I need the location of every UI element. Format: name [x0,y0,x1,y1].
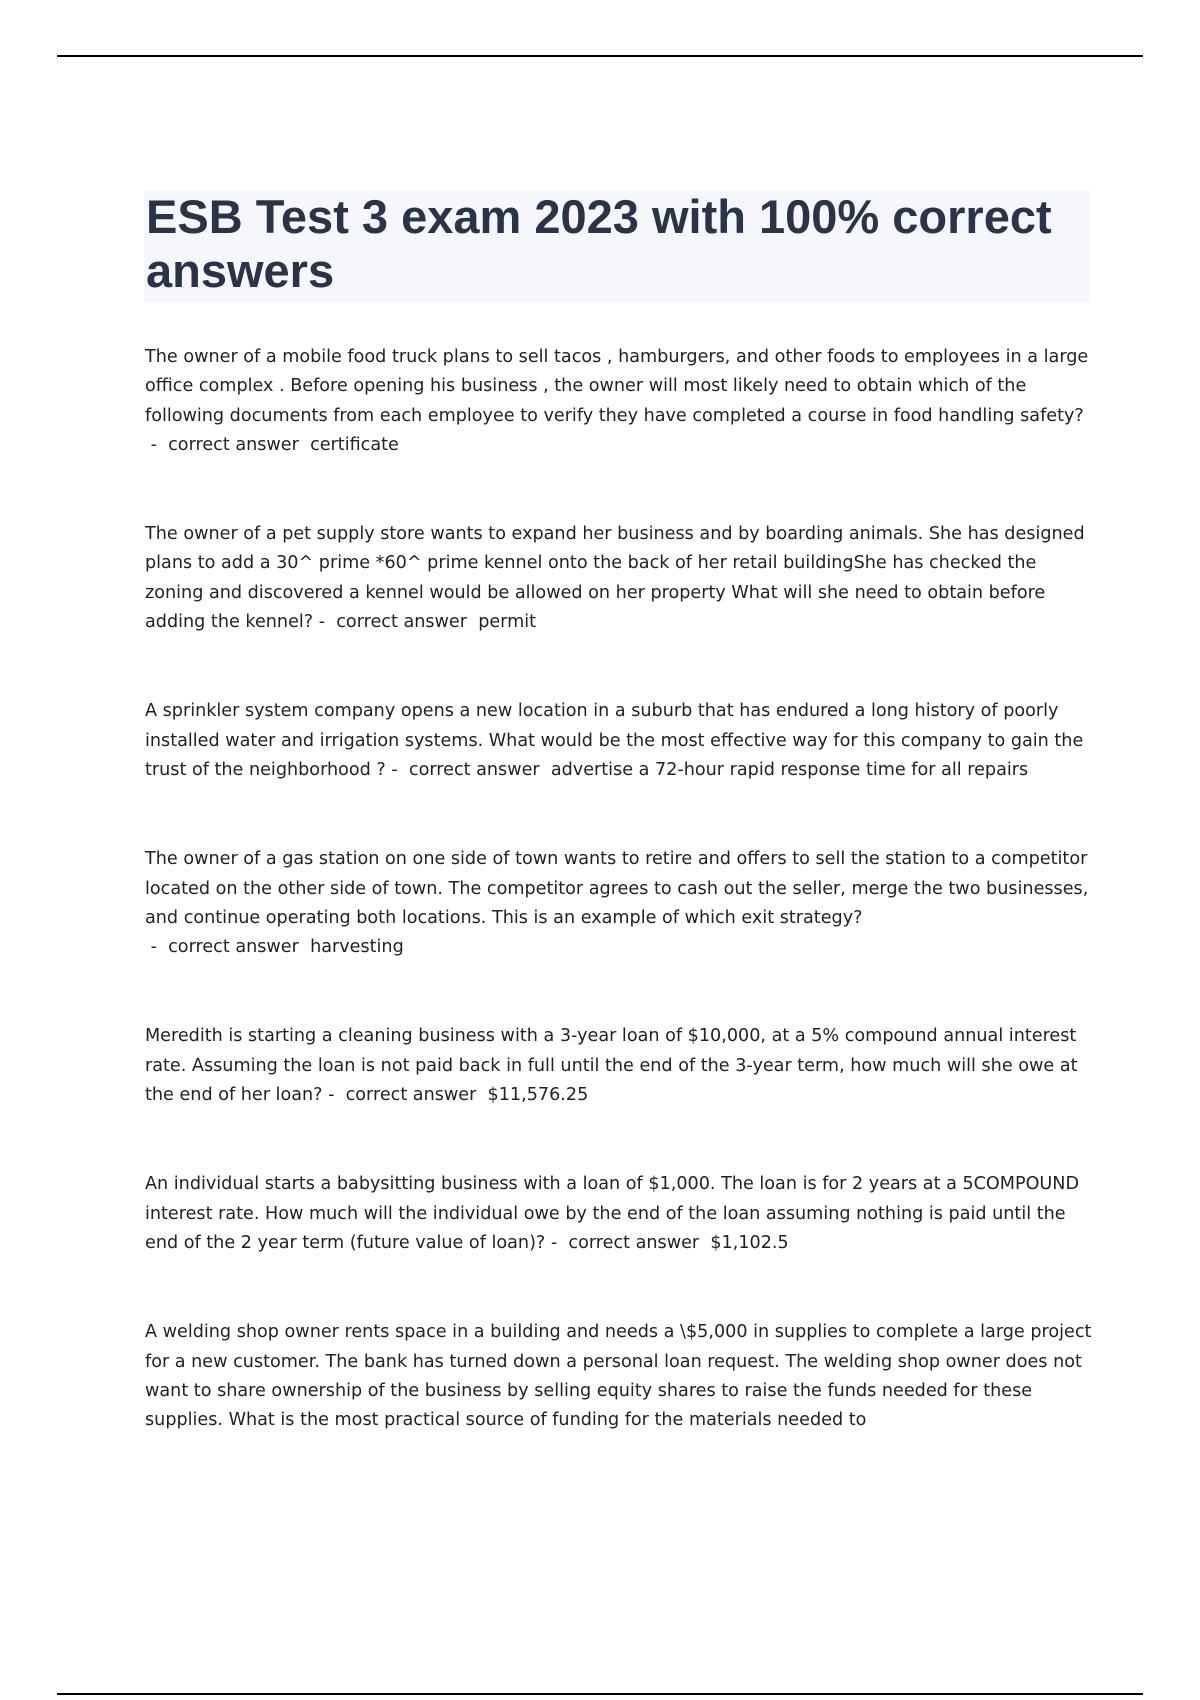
qa-item-2 [145,520,1095,637]
answer-text: advertise a 72-hour rapid response time for all repairs [550,759,1029,780]
qa-item-3 [145,697,1095,785]
answer-separator: - correct answer [385,759,551,780]
qa-item-6 [145,1170,1095,1258]
answer-separator: - correct answer [545,1232,711,1253]
question-text: Meredith is starting a cleaning business with a 3-year loan of $10,000, at a 5% compound annual interest rate. Assuming the loan is not paid back in full until the end of the 3-year term, how much will she owe at the end of her loan? [145,1026,1078,1106]
question-text: An individual starts a babysitting business with a loan of $1,000. The loan is for 2 years at a 5COMPOUND interest rate. How much will the individual owe by the end of the loan assuming nothing is paid until the end of the 2 year term (future value of loan)? [145,1174,1079,1253]
answer-separator: - correct answer [145,937,311,958]
question-text: The owner of a pet supply store wants to expand her business and by boarding animals. She has designed plans to add a 30^ prime *60^ prime kennel onto the back of her retail buildingShe has checked the zoning and discovered a kennel would be allowed on her property What will she need to obtain before adding the kennel? [145,524,1085,633]
document-body [145,343,1095,1495]
qa-item-7 [145,1318,1095,1435]
title-banner [144,190,1090,303]
page-title: ESB Test 3 exam 2023 with 100% correct answers [146,190,1052,297]
question-text: The owner of a gas station on one side of town wants to retire and offers to sell the station to a competitor located on the other side of town. The competitor agrees to cash out the seller, merge the two businesses, and continue operating both locations. This is an example of which exit strategy? [145,849,1089,928]
top-rule [57,55,1143,57]
bottom-rule [57,1693,1143,1695]
answer-text: permit [478,612,537,633]
answer-separator: - correct answer [145,434,311,455]
question-text: The owner of a mobile food truck plans to sell tacos , hamburgers, and other foods to employees in a large office complex . Before opening his business , the owner will most likely need to obtain which of the following documents from each employee to verify they have completed a course in food handling safety? [145,347,1089,426]
qa-item-5 [145,1022,1095,1110]
qa-item-1 [145,343,1095,460]
answer-separator: - correct answer [313,612,479,633]
answer-text: certificate [310,434,399,455]
answer-separator: - correct answer [322,1085,488,1106]
answer-text: $1,102.5 [710,1232,789,1253]
answer-text: harvesting [310,937,404,958]
answer-text: $11,576.25 [487,1085,589,1106]
qa-item-4 [145,845,1095,962]
question-text: A welding shop owner rents space in a building and needs a \$5,000 in supplies to complete a large project for a new customer. The bank has turned down a personal loan request. The welding shop owner does not want to share ownership of the business by selling equity shares to raise the funds needed for these supplies. What is the most practical source of funding for the materials needed to [145,1322,1092,1431]
question-text: A sprinkler system company opens a new location in a suburb that has endured a long history of poorly installed water and irrigation systems. What would be the most effective way for this company to gain the trust of the neighborhood ? [145,701,1084,780]
